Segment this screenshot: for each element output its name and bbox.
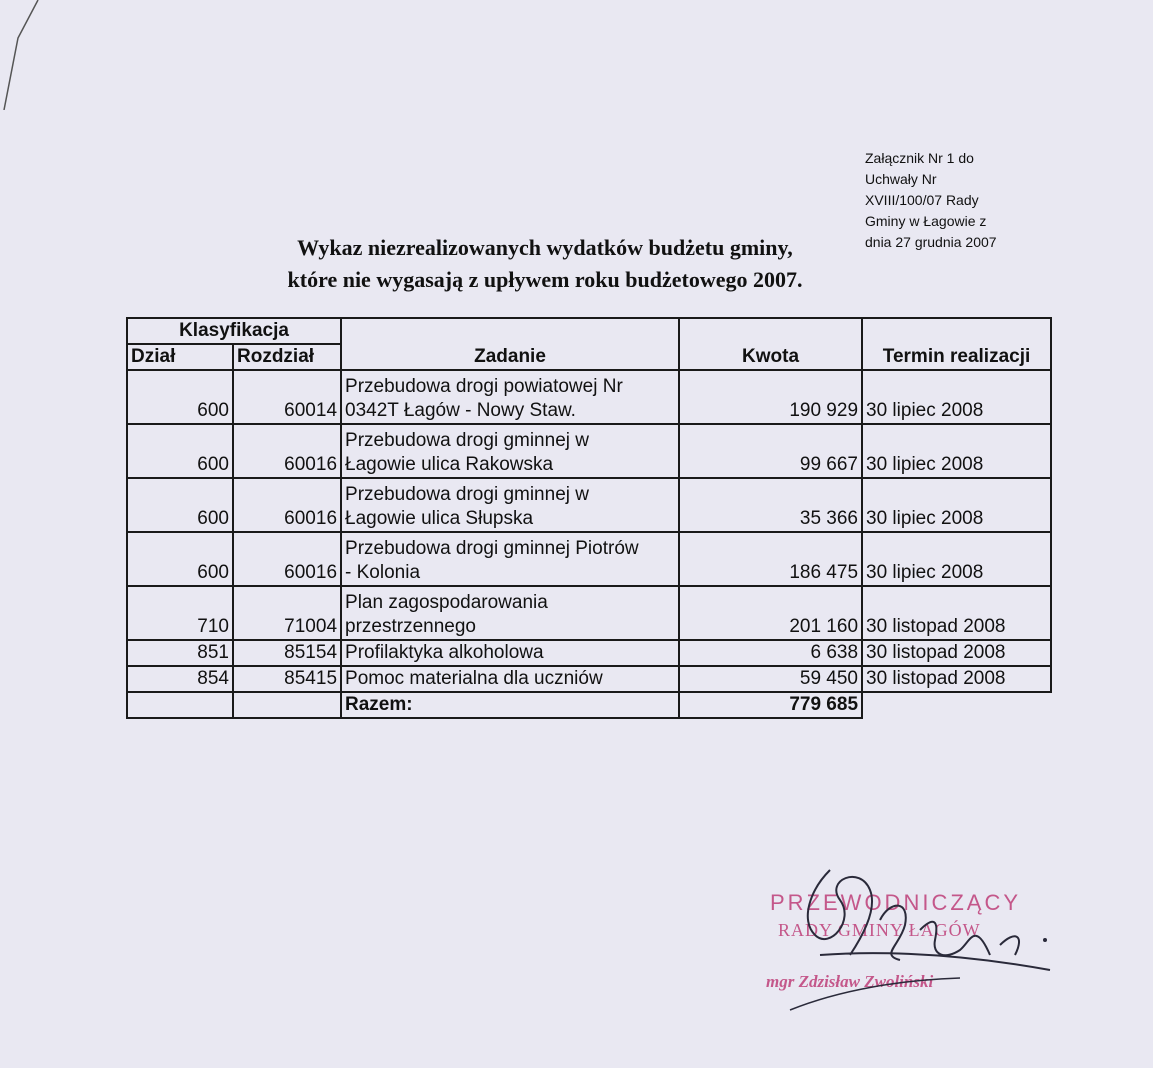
zadanie-line: Przebudowa drogi gminnej w <box>345 484 589 505</box>
cell-kwota: 190 929 <box>679 370 862 424</box>
cell-rozdzial: 85154 <box>233 640 341 666</box>
cell-dzial: 854 <box>127 666 233 692</box>
cell-kwota: 186 475 <box>679 532 862 586</box>
annex-line: Uchwały Nr <box>865 171 937 187</box>
cell-empty <box>127 692 233 718</box>
total-label: Razem: <box>341 692 679 718</box>
cell-termin: 30 listopad 2008 <box>862 586 1051 640</box>
cell-dzial: 600 <box>127 532 233 586</box>
cell-empty <box>233 692 341 718</box>
stamp-title: PRZEWODNICZĄCY <box>770 890 1021 915</box>
cell-kwota: 59 450 <box>679 666 862 692</box>
header-dzial: Dział <box>127 344 233 370</box>
cell-zadanie <box>341 370 679 424</box>
zadanie-line: Plan zagospodarowania <box>345 592 548 613</box>
paper-edge-line <box>0 0 40 110</box>
table-row <box>127 532 1051 586</box>
cell-rozdzial: 85415 <box>233 666 341 692</box>
table-row <box>127 640 1051 666</box>
annex-note <box>865 148 1045 253</box>
table-row <box>127 586 1051 640</box>
total-kwota: 779 685 <box>679 692 862 718</box>
cell-zadanie <box>341 478 679 532</box>
cell-rozdzial: 60014 <box>233 370 341 424</box>
stamp-council: RADY GMINY ŁAGÓW <box>778 920 981 940</box>
zadanie-line: Przebudowa drogi powiatowej Nr <box>345 376 623 397</box>
cell-zadanie: Pomoc materialna dla uczniów <box>341 666 679 692</box>
header-kwota: Kwota <box>679 318 862 370</box>
cell-zadanie <box>341 424 679 478</box>
cell-termin: 30 lipiec 2008 <box>862 424 1051 478</box>
cell-kwota: 6 638 <box>679 640 862 666</box>
cell-zadanie <box>341 532 679 586</box>
cell-rozdzial: 71004 <box>233 586 341 640</box>
table-row <box>127 478 1051 532</box>
header-rozdzial: Rozdział <box>233 344 341 370</box>
table-row <box>127 424 1051 478</box>
table-header-row <box>127 318 1051 344</box>
table-row <box>127 370 1051 424</box>
cell-termin: 30 lipiec 2008 <box>862 370 1051 424</box>
cell-dzial: 600 <box>127 370 233 424</box>
handwritten-signature <box>760 860 1060 1020</box>
cell-termin: 30 listopad 2008 <box>862 640 1051 666</box>
annex-line: XVIII/100/07 Rady <box>865 192 979 208</box>
zadanie-line: Przebudowa drogi gminnej Piotrów <box>345 538 639 559</box>
cell-zadanie: Profilaktyka alkoholowa <box>341 640 679 666</box>
annex-line: Załącznik Nr 1 do <box>865 150 974 166</box>
cell-kwota: 99 667 <box>679 424 862 478</box>
cell-kwota: 35 366 <box>679 478 862 532</box>
cell-termin: 30 listopad 2008 <box>862 666 1051 692</box>
cell-dzial: 600 <box>127 478 233 532</box>
zadanie-line: - Kolonia <box>345 562 421 583</box>
cell-dzial: 710 <box>127 586 233 640</box>
header-klasyfikacja: Klasyfikacja <box>127 318 341 344</box>
title-line-2: które nie wygasają z upływem roku budżetowego 2007. <box>287 267 803 292</box>
zadanie-line: Przebudowa drogi gminnej w <box>345 430 589 451</box>
cell-kwota: 201 160 <box>679 586 862 640</box>
zadanie-line: przestrzennego <box>345 616 476 637</box>
table-total-row <box>127 692 1051 718</box>
expenditure-table <box>126 317 1052 719</box>
document-title <box>230 232 860 296</box>
cell-rozdzial: 60016 <box>233 532 341 586</box>
header-termin: Termin realizacji <box>862 318 1051 370</box>
cell-rozdzial: 60016 <box>233 424 341 478</box>
cell-empty <box>862 692 1051 718</box>
zadanie-line: 0342T Łagów - Nowy Staw. <box>345 400 576 421</box>
annex-line: dnia 27 grudnia 2007 <box>865 234 997 250</box>
cell-dzial: 851 <box>127 640 233 666</box>
cell-termin: 30 lipiec 2008 <box>862 532 1051 586</box>
cell-zadanie <box>341 586 679 640</box>
cell-termin: 30 lipiec 2008 <box>862 478 1051 532</box>
cell-dzial: 600 <box>127 424 233 478</box>
title-line-1: Wykaz niezrealizowanych wydatków budżetu gminy, <box>297 235 793 260</box>
header-zadanie: Zadanie <box>341 318 679 370</box>
table-row <box>127 666 1051 692</box>
zadanie-line: Łagowie ulica Słupska <box>345 508 534 529</box>
stamp-name: mgr Zdzisław Zwoliński <box>766 972 934 991</box>
zadanie-line: Łagowie ulica Rakowska <box>345 454 554 475</box>
cell-rozdzial: 60016 <box>233 478 341 532</box>
annex-line: Gminy w Łagowie z <box>865 213 987 229</box>
